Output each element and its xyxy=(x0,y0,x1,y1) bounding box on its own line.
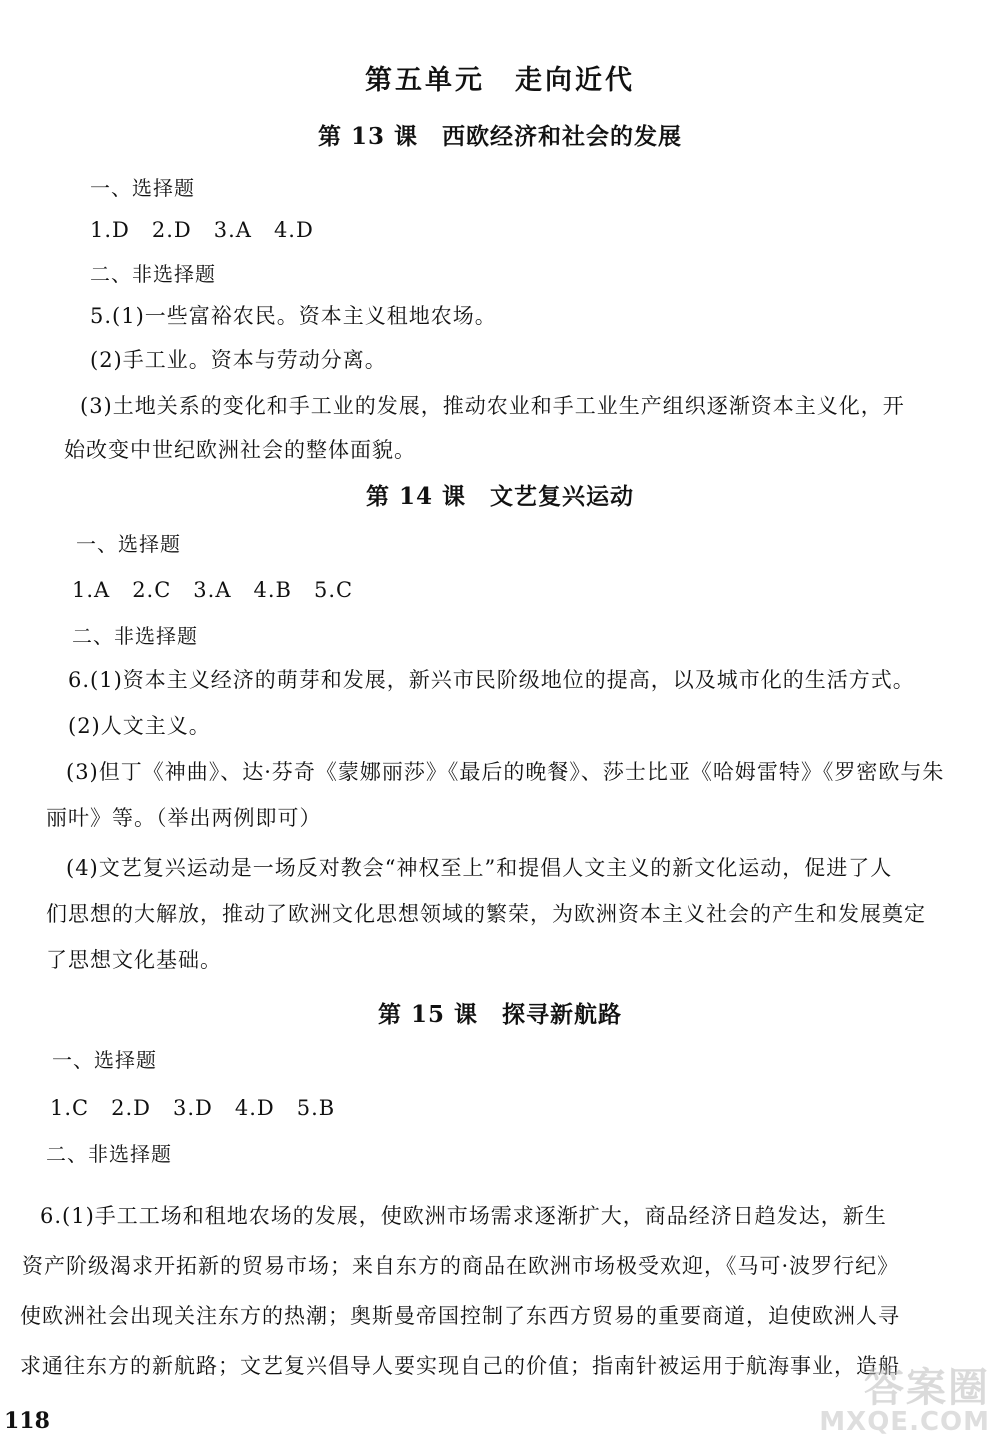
lesson-14-answer-line: 6.(1)资本主义经济的萌芽和发展，新兴市民阶级地位的提高，以及城市化的生活方式。 xyxy=(68,668,915,692)
lesson-15-section-choice: 一、选择题 xyxy=(52,1048,157,1072)
lesson-14-section-nonchoice: 二、非选择题 xyxy=(72,624,198,648)
watermark-bottom-text: MXQE.COM xyxy=(819,1407,990,1437)
lesson-15-answer-line: 6.(1)手工工场和租地农场的发展，使欧洲市场需求逐渐扩大，商品经济日趋发达，新生 xyxy=(40,1204,887,1228)
lesson-15-answer-line: 使欧洲社会出现关注东方的热潮；奥斯曼帝国控制了东西方贸易的重要商道，迫使欧洲人寻 xyxy=(20,1304,900,1328)
lesson-13-title: 第 13 课 西欧经济和社会的发展 xyxy=(317,123,683,150)
unit-title: 第五单元 走向近代 xyxy=(365,65,635,96)
lesson-13-section-nonchoice: 二、非选择题 xyxy=(90,262,216,286)
watermark-top-text: 答案圈 xyxy=(864,1364,990,1411)
lesson-14-answer-line: (2)人文主义。 xyxy=(68,714,211,738)
lesson-13-answer-line: (2)手工业。资本与劳动分离。 xyxy=(90,348,387,372)
lesson-15-answer-line: 求通往东方的新航路；文艺复兴倡导人要实现自己的价值；指南针被运用于航海事业，造船 xyxy=(20,1354,900,1378)
lesson-13-answer-line: 始改变中世纪欧洲社会的整体面貌。 xyxy=(64,438,416,462)
watermark-logo xyxy=(821,1354,996,1439)
lesson-14-section-choice: 一、选择题 xyxy=(76,532,181,556)
lesson-14-choice-answers: 1.A 2.C 3.A 4.B 5.C xyxy=(72,578,354,602)
lesson-13-answer-line: (3)土地关系的变化和手工业的发展，推动农业和手工业生产组织逐渐资本主义化，开 xyxy=(80,394,905,418)
lesson-14-answer-line: (3)但丁《神曲》、达·芬奇《蒙娜丽莎》《最后的晚餐》、莎士比亚《哈姆雷特》《罗密欧与朱 xyxy=(66,760,945,784)
lesson-15-choice-answers: 1.C 2.D 3.D 4.D 5.B xyxy=(50,1096,336,1120)
lesson-15-title: 第 15 课 探寻新航路 xyxy=(377,1001,623,1028)
lesson-13-choice-answers: 1.D 2.D 3.A 4.D xyxy=(90,218,314,242)
lesson-13-answer-line: 5.(1)一些富裕农民。资本主义租地农场。 xyxy=(90,304,497,328)
lesson-14-answer-line: 丽叶》等。（举出两例即可） xyxy=(46,806,322,830)
page-number: 118 xyxy=(4,1408,50,1434)
lesson-14-answer-line: 了思想文化基础。 xyxy=(46,948,222,972)
lesson-15-answer-line: 资产阶级渴求开拓新的贸易市场；来自东方的商品在欧洲市场极受欢迎，《马可·波罗行纪》 xyxy=(22,1254,900,1278)
lesson-14-answer-line: 们思想的大解放，推动了欧洲文化思想领域的繁荣，为欧洲资本主义社会的产生和发展奠定 xyxy=(46,902,926,926)
lesson-15-section-nonchoice: 二、非选择题 xyxy=(46,1142,172,1166)
lesson-14-title: 第 14 课 文艺复兴运动 xyxy=(365,483,635,510)
lesson-14-answer-line: (4)文艺复兴运动是一场反对教会“神权至上”和提倡人文主义的新文化运动，促进了人 xyxy=(66,856,893,880)
lesson-13-section-choice: 一、选择题 xyxy=(90,176,195,200)
